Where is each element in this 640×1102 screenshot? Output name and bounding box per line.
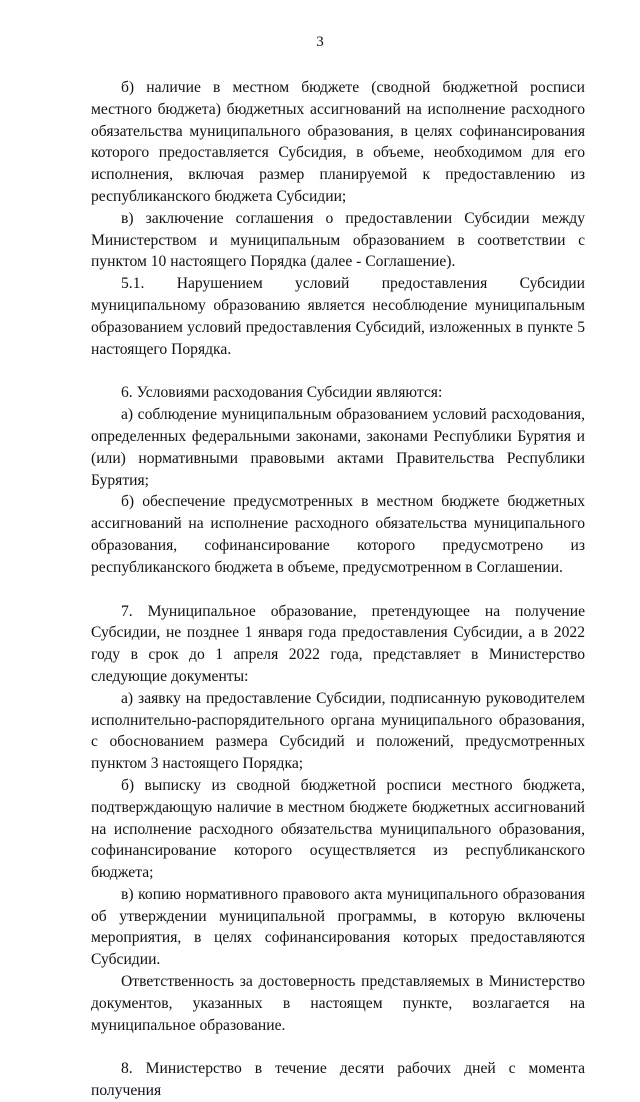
paragraph-7-heading: 7. Муниципальное образование, претендующее на получение Субсидии, не позднее 1 января года предоставления Субсидии, а в 2022 году в срок до 1 апреля 2022 года, представляет в Министерство следующие документы: — [91, 602, 585, 685]
page-number: 3 — [316, 34, 324, 50]
paragraph-8-start: 8. Министерство в течение десяти рабочих дней с момента получения — [91, 1060, 585, 1100]
paragraph-6b: б) обеспечение предусмотренных в местном бюджете бюджетных ассигнований на исполнение расходного обязательства муниципального образования, софинансирование которого предусмотрено из республиканского бюджета в объеме, предусмотренном в Соглашении. — [91, 493, 585, 576]
paragraph-6a: а) соблюдение муниципальным образованием условий расходования, определенных федеральными законами, законами Республики Бурятия и (или) нормативными правовыми актами Правительства Республики Бурятия; — [91, 406, 585, 489]
paragraph-budget-availability: б) наличие в местном бюджете (сводной бюджетной росписи местного бюджета) бюджетных ассигнований на исполнение расходного обязательства муниципального образования, в целях софинансирования которого предоставляется Субсидия, в объеме, необходимом для его исполнения, включая размер планируемой к предоставлению из республиканского бюджета Субсидии; — [91, 79, 585, 205]
paragraph-7b: б) выписку из сводной бюджетной росписи местного бюджета, подтверждающую наличие в местном бюджете бюджетных ассигнований на исполнение расходного обязательства муниципального образования, софинансирование которого осуществляется из республиканского бюджета; — [91, 776, 585, 882]
paragraph-agreement-conclusion: в) заключение соглашения о предоставлении Субсидии между Министерством и муниципальным образованием в соответствии с пунктом 10 настоящего Порядка (далее - Соглашение). — [91, 209, 585, 271]
paragraph-7a: а) заявку на предоставление Субсидии, подписанную руководителем исполнительно-распорядительного органа муниципального образования, с обоснованием размера Субсидий и положений, предусмотренных пунктом 3 настоящего Порядка; — [91, 689, 585, 773]
paragraph-5-1-violation: 5.1. Нарушением условий предоставления Субсидии муниципальному образованию является несоблюдение муниципальным образованием условий предоставления Субсидий, изложенных в пункте 5 настоящего Порядка. — [91, 275, 585, 358]
paragraph-6-heading: 6. Условиями расходования Субсидии являются: — [121, 384, 443, 402]
document-body — [91, 77, 585, 1102]
paragraph-7c: в) копию нормативного правового акта муниципального образования об утверждении муниципальной программы, в которую включены мероприятия, в целях софинансирования которых предоставляются Субсидии. — [91, 885, 585, 969]
paragraph-responsibility: Ответственность за достоверность представляемых в Министерство документов, указанных в настоящем пункте, возлагается на муниципальное образование. — [91, 973, 585, 1034]
